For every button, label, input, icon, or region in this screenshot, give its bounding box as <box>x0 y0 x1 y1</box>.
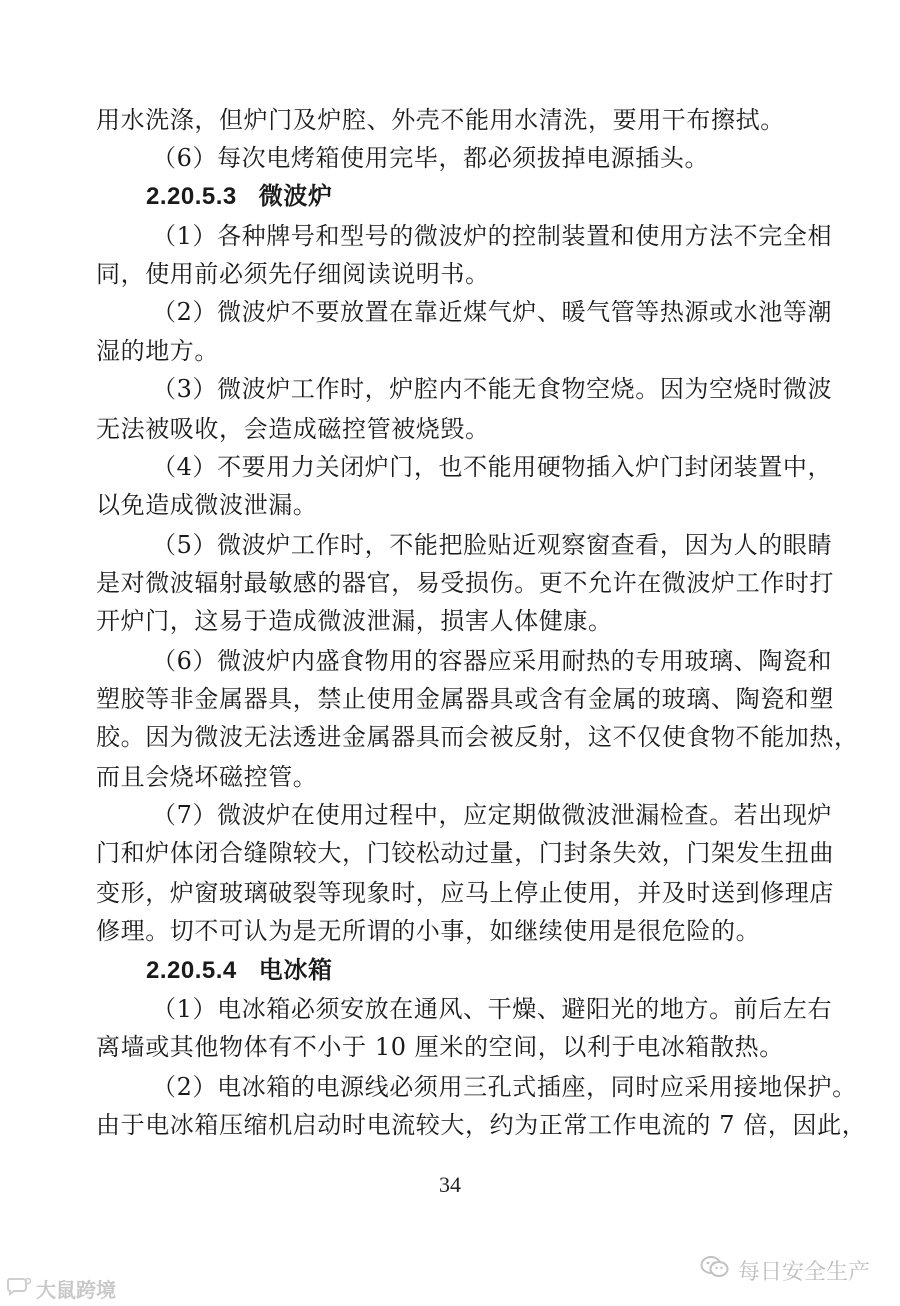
text-line: 同，使用前必须先仔细阅读说明书。 <box>96 260 490 288</box>
text-line: （5）微波炉工作时，不能把脸贴近观察窗查看，因为人的眼睛 <box>152 531 833 559</box>
text-line: 由于电冰箱压缩机启动时电流较大，约为正常工作电流的 7 倍，因此， <box>96 1111 867 1139</box>
text-line: （2）微波炉不要放置在靠近煤气炉、暖气管等热源或水池等潮 <box>152 298 833 326</box>
watermark-left <box>6 1274 116 1302</box>
text-line: 以免造成微波泄漏。 <box>96 491 318 519</box>
text-line: 而且会烧坏磁控管。 <box>96 763 318 791</box>
text-line: （1）电冰箱必须安放在通风、干燥、避阳光的地方。前后左右 <box>152 995 833 1023</box>
section-number: 2.20.5.4 <box>146 957 237 984</box>
watermark-right-text: 每日安全生产 <box>738 1259 871 1285</box>
text-line: 塑胶等非金属器具，禁止使用金属器具或含有金属的玻璃、陶瓷和塑 <box>96 685 834 713</box>
wechat-icon <box>700 1254 730 1286</box>
text-line: 无法被吸收，会造成磁控管被烧毁。 <box>96 415 490 443</box>
section-title: 微波炉 <box>258 182 333 210</box>
text-line: （6）每次电烤箱使用完毕，都必须拔掉电源插头。 <box>152 144 710 172</box>
text-line: （1）各种牌号和型号的微波炉的控制装置和使用方法不完全相 <box>152 222 833 250</box>
watermark-right <box>700 1252 870 1288</box>
text-line: 胶。因为微波无法透进金属器具而会被反射，这不仅使食物不能加热， <box>96 723 859 751</box>
text-line: （3）微波炉工作时，炉腔内不能无食物空烧。因为空烧时微波 <box>152 375 833 403</box>
text-line: （7）微波炉在使用过程中，应定期做微波泄漏检查。若出现炉 <box>152 801 833 829</box>
section-heading <box>0 181 900 211</box>
section-title: 电冰箱 <box>258 956 333 984</box>
text-line: 开炉门，这易于造成微波泄漏，损害人体健康。 <box>96 607 613 635</box>
section-number: 2.20.5.3 <box>146 183 237 210</box>
watermark-left-text: 大鼠跨境 <box>36 1277 116 1302</box>
text-line: 变形，炉窗玻璃破裂等现象时，应马上停止使用，并及时送到修理店 <box>96 879 834 907</box>
text-line: 湿的地方。 <box>96 337 219 365</box>
text-line: 用水洗涤，但炉门及炉腔、外壳不能用水清洗，要用干布擦拭。 <box>96 106 785 134</box>
text-line: 门和炉体闭合缝隙较大，门铰松动过量，门封条失效，门架发生扭曲 <box>96 839 834 867</box>
page-number: 34 <box>439 1172 461 1197</box>
text-line: （6）微波炉内盛食物用的容器应采用耐热的专用玻璃、陶瓷和 <box>152 647 833 675</box>
text-line: 离墙或其他物体有不小于 10 厘米的空间，以利于电冰箱散热。 <box>96 1033 784 1061</box>
text-line: （4）不要用力关闭炉门，也不能用硬物插入炉门封闭装置中， <box>152 453 833 481</box>
text-line: （2）电冰箱的电源线必须用三孔式插座，同时应采用接地保护。 <box>152 1073 857 1101</box>
section-heading <box>0 955 900 985</box>
text-line: 是对微波辐射最敏感的器官，易受损伤。更不允许在微波炉工作时打 <box>96 569 834 597</box>
chat-bubble-icon <box>6 1276 32 1301</box>
text-line: 修理。切不可认为是无所谓的小事，如继续使用是很危险的。 <box>96 917 761 945</box>
